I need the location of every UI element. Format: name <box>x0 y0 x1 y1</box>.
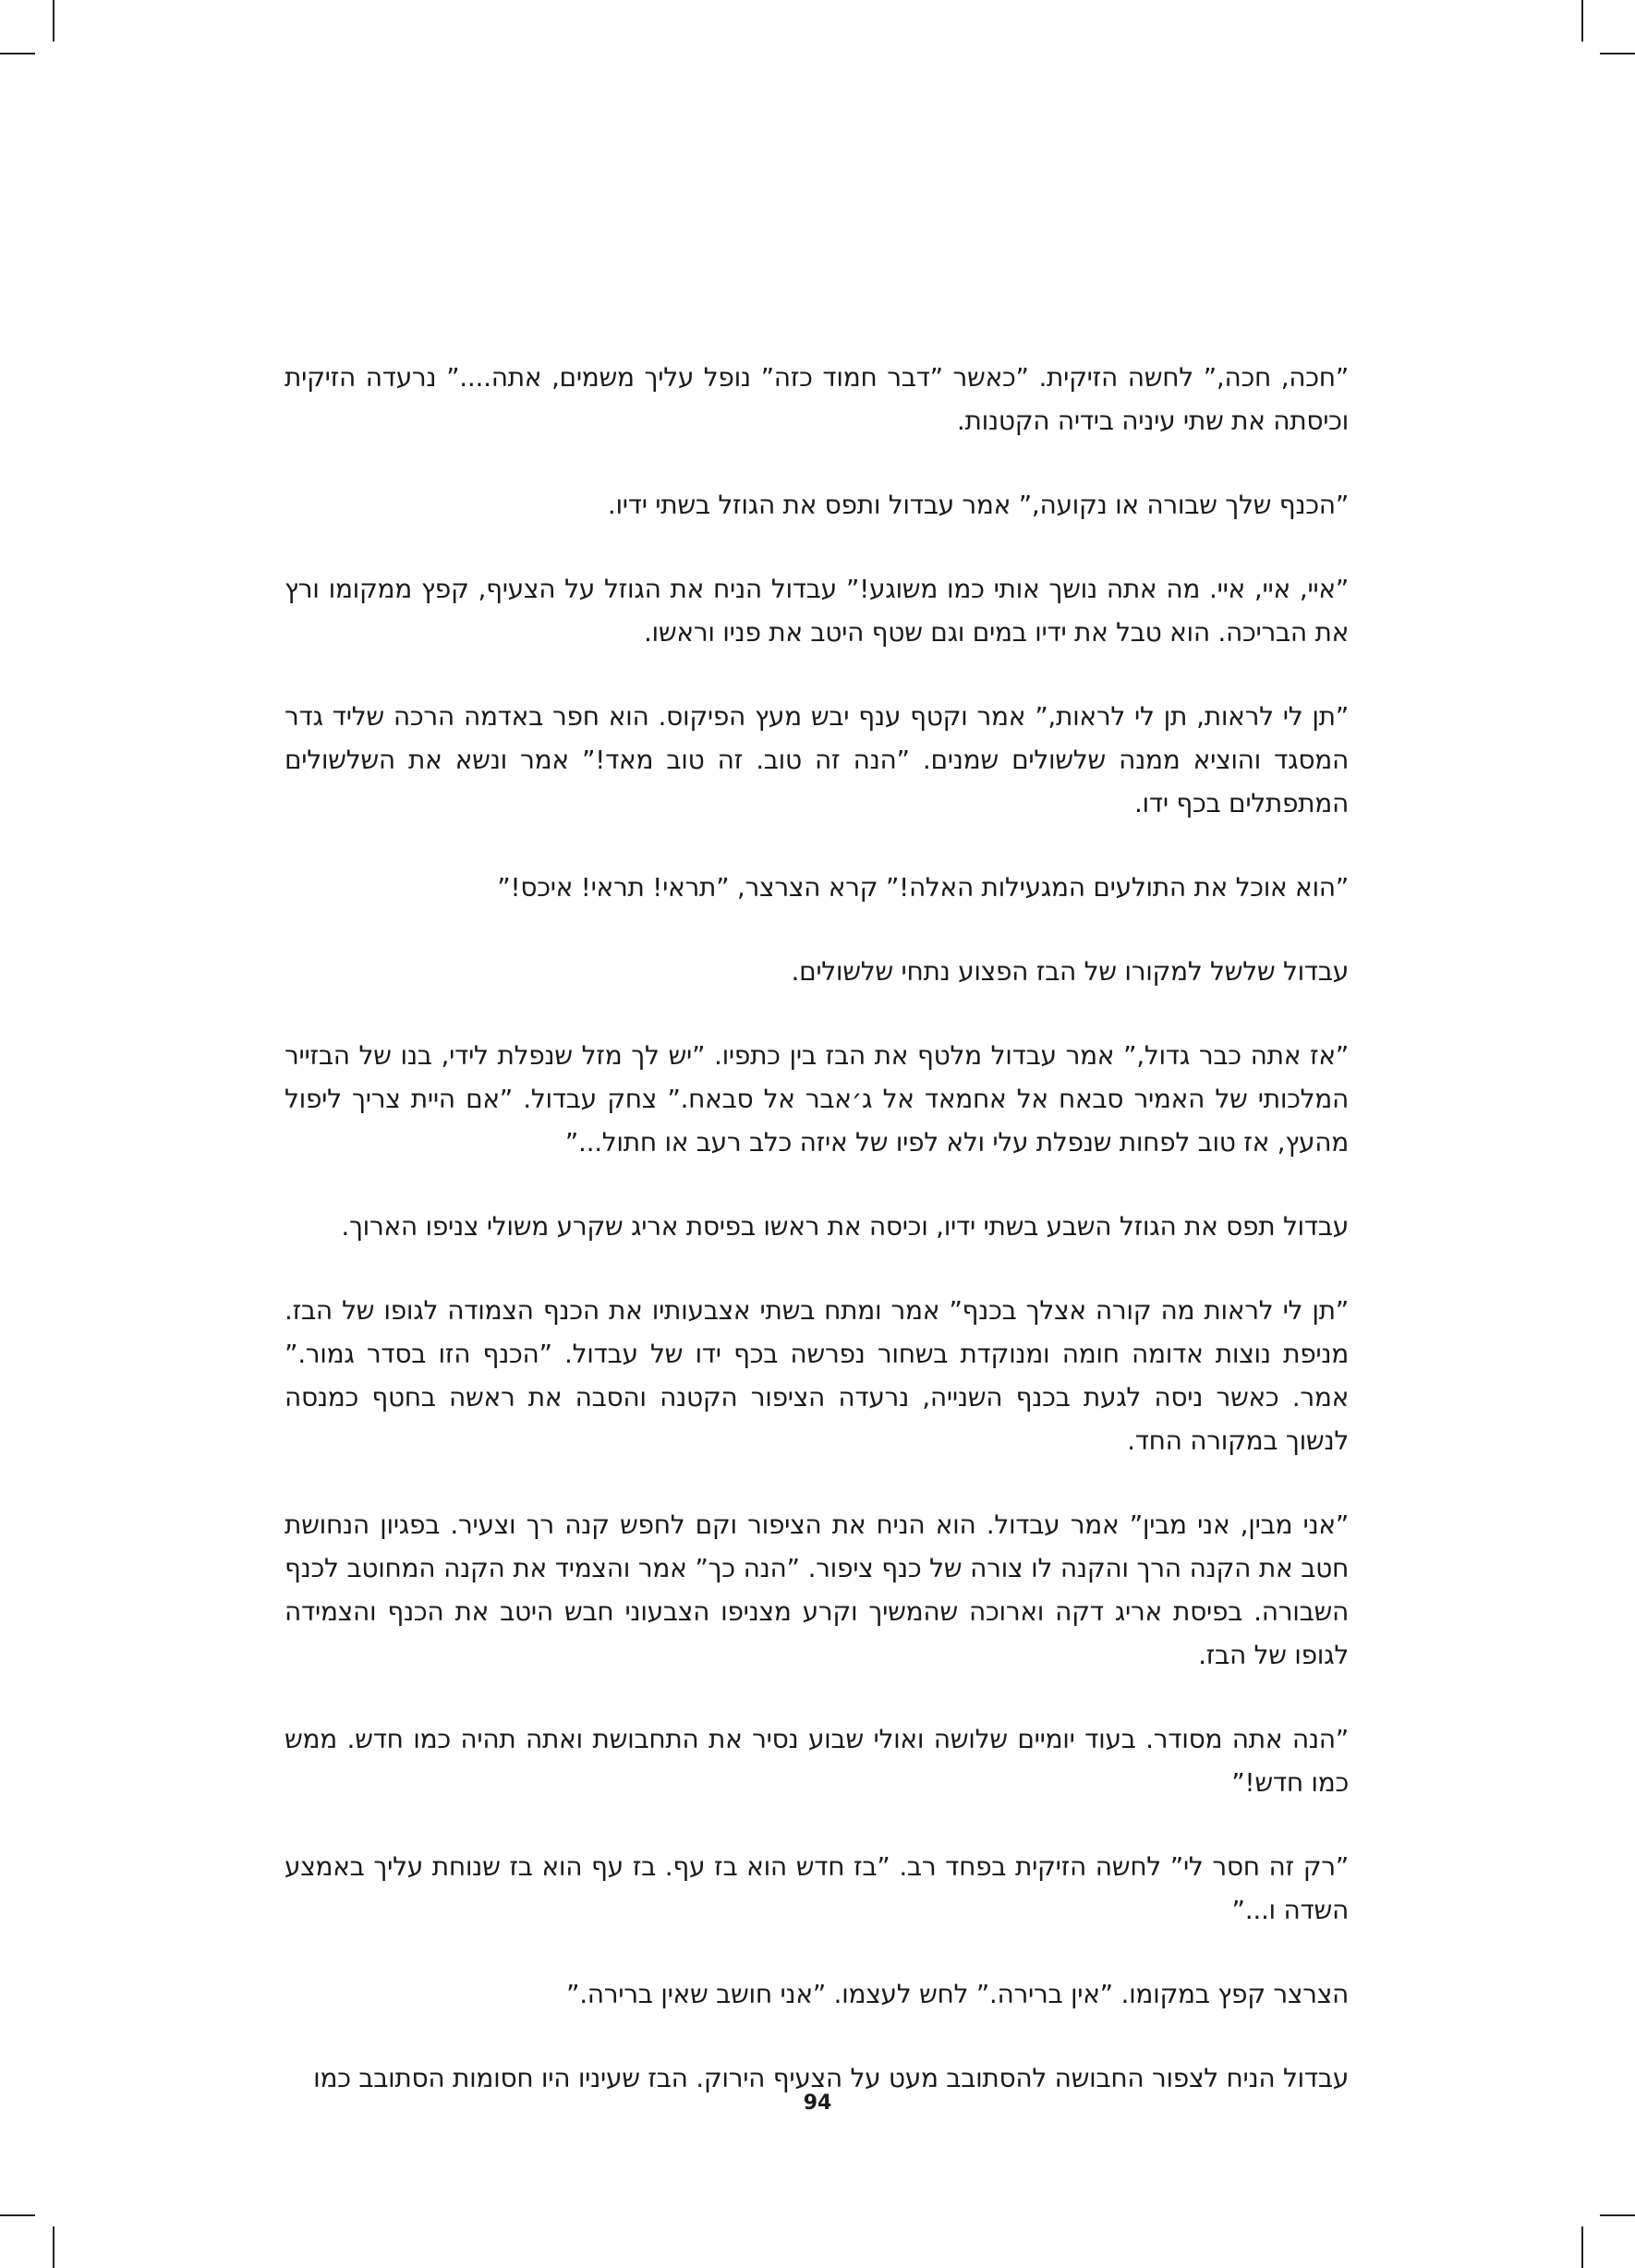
crop-mark-top-left-vertical <box>53 0 54 42</box>
paragraph: ”אז אתה כבר גדול,” אמר עבדול מלטף את הבז בין כתפיו. ”יש לך מזל שנפלת לידי, בנו של הבזייר המלכותי של האמיר סבאח אל אחמאד אל ג׳אבר אל סבאח.” צחק עבדול. ”אם היית צריך ליפול מהעץ, אז טוב לפחות שנפלת עלי ולא לפיו של איזה כלב רעב או חתול...” <box>285 1040 1349 1158</box>
paragraph: ”הנה אתה מסודר. בעוד יומיים שלושה ואולי שבוע נסיר את התחבושת ואתה תהיה כמו חדש. ממש כמו חדש!” <box>285 1724 1349 1798</box>
page-number: 94 <box>803 2092 832 2115</box>
paragraph: ”תן לי לראות, תן לי לראות,” אמר וקטף ענף יבש מעץ הפיקוס. הוא חפר באדמה הרכה שליד גדר המסגד והוציא ממנה שלשולים שמנים. ”הנה זה טוב. זה טוב מאד!” אמר ונשא את השלשולים המתפתלים בכף ידו. <box>285 701 1349 819</box>
paragraph: ”תן לי לראות מה קורה אצלך בכנף” אמר ומתח בשתי אצבעותיו את הכנף הצמודה לגופו של הבז. מניפת נוצות אדומה חומה ומנוקדת בשחור נפרשה בכף ידו של עבדול. ”הכנף הזו בסדר גמור.” אמר. כאשר ניסה לגעת בכנף השנייה, נרעדה הציפור הקטנה והסבה את ראשה בחטף כמנסה לנשוך במקורה החד. <box>285 1295 1349 1456</box>
crop-mark-bottom-left-horizontal <box>0 2214 35 2216</box>
paragraph: הצרצר קפץ במקומו. ”אין ברירה.” לחש לעצמו. ”אני חושב שאין ברירה.” <box>566 1979 1349 2009</box>
paragraph: עבדול שלשל למקורו של הבז הפצוע נתחי שלשולים. <box>791 956 1349 987</box>
paragraph: ”הוא אוכל את התולעים המגעילות האלה!” קרא הצרצר, ”תראי! תראי! איכס!” <box>497 872 1349 903</box>
crop-mark-bottom-right-horizontal <box>1600 2214 1635 2216</box>
paragraph: עבדול הניח לצפור החבושה להסתובב מעט על הצעיף הירוק. הבז שעיניו היו חסומות הסתובב כמו <box>313 2063 1349 2093</box>
paragraph: ”רק זה חסר לי” לחשה הזיקית בפחד רב. ”בז חדש הוא בז עף. בז עף הוא בז שנוחת עליך באמצע השדה ו...” <box>285 1851 1349 1925</box>
paragraph: ”אני מבין, אני מבין” אמר עבדול. הוא הניח את הציפור וקם לחפש קנה רך וצעיר. בפגיון הנחושת חטב את הקנה הרך והקנה לו צורה של כנף ציפור. ”הנה כך” אמר והצמיד את הקנה המחוטב לכנף השבורה. בפיסת אריג דקה וארוכה שהמשיך וקרע מצניפו הצבעוני חבש היטב את הכנף והצמידה לגופו של הבז. <box>285 1510 1349 1670</box>
crop-mark-top-right-vertical <box>1581 0 1583 42</box>
paragraph: עבדול תפס את הגוזל השבע בשתי ידיו, וכיסה את ראשו בפיסת אריג שקרע משולי צניפו הארוך. <box>341 1211 1349 1242</box>
crop-mark-top-right-horizontal <box>1600 53 1635 55</box>
paragraph: ”חכה, חכה,” לחשה הזיקית. ”כאשר ”דבר חמוד כזה” נופל עליך משמים, אתה....” נרעדה הזיקית וכיסתה את שתי עיניה בידיה הקטנות. <box>285 362 1349 436</box>
crop-mark-bottom-right-vertical <box>1581 2226 1583 2268</box>
crop-mark-bottom-left-vertical <box>53 2226 54 2268</box>
crop-mark-top-left-horizontal <box>0 53 35 55</box>
body-text <box>285 356 1349 2141</box>
paragraph: ”הכנף שלך שבורה או נקועה,” אמר עבדול ותפס את הגוזל בשתי ידיו. <box>607 490 1349 520</box>
paragraph: ”איי, איי, איי. מה אתה נושך אותי כמו משוגע!” עבדול הניח את הגוזל על הצעיף, קפץ ממקומו ורץ את הבריכה. הוא טבל את ידיו במים וגם שטף היטב את פניו וראשו. <box>285 574 1349 648</box>
